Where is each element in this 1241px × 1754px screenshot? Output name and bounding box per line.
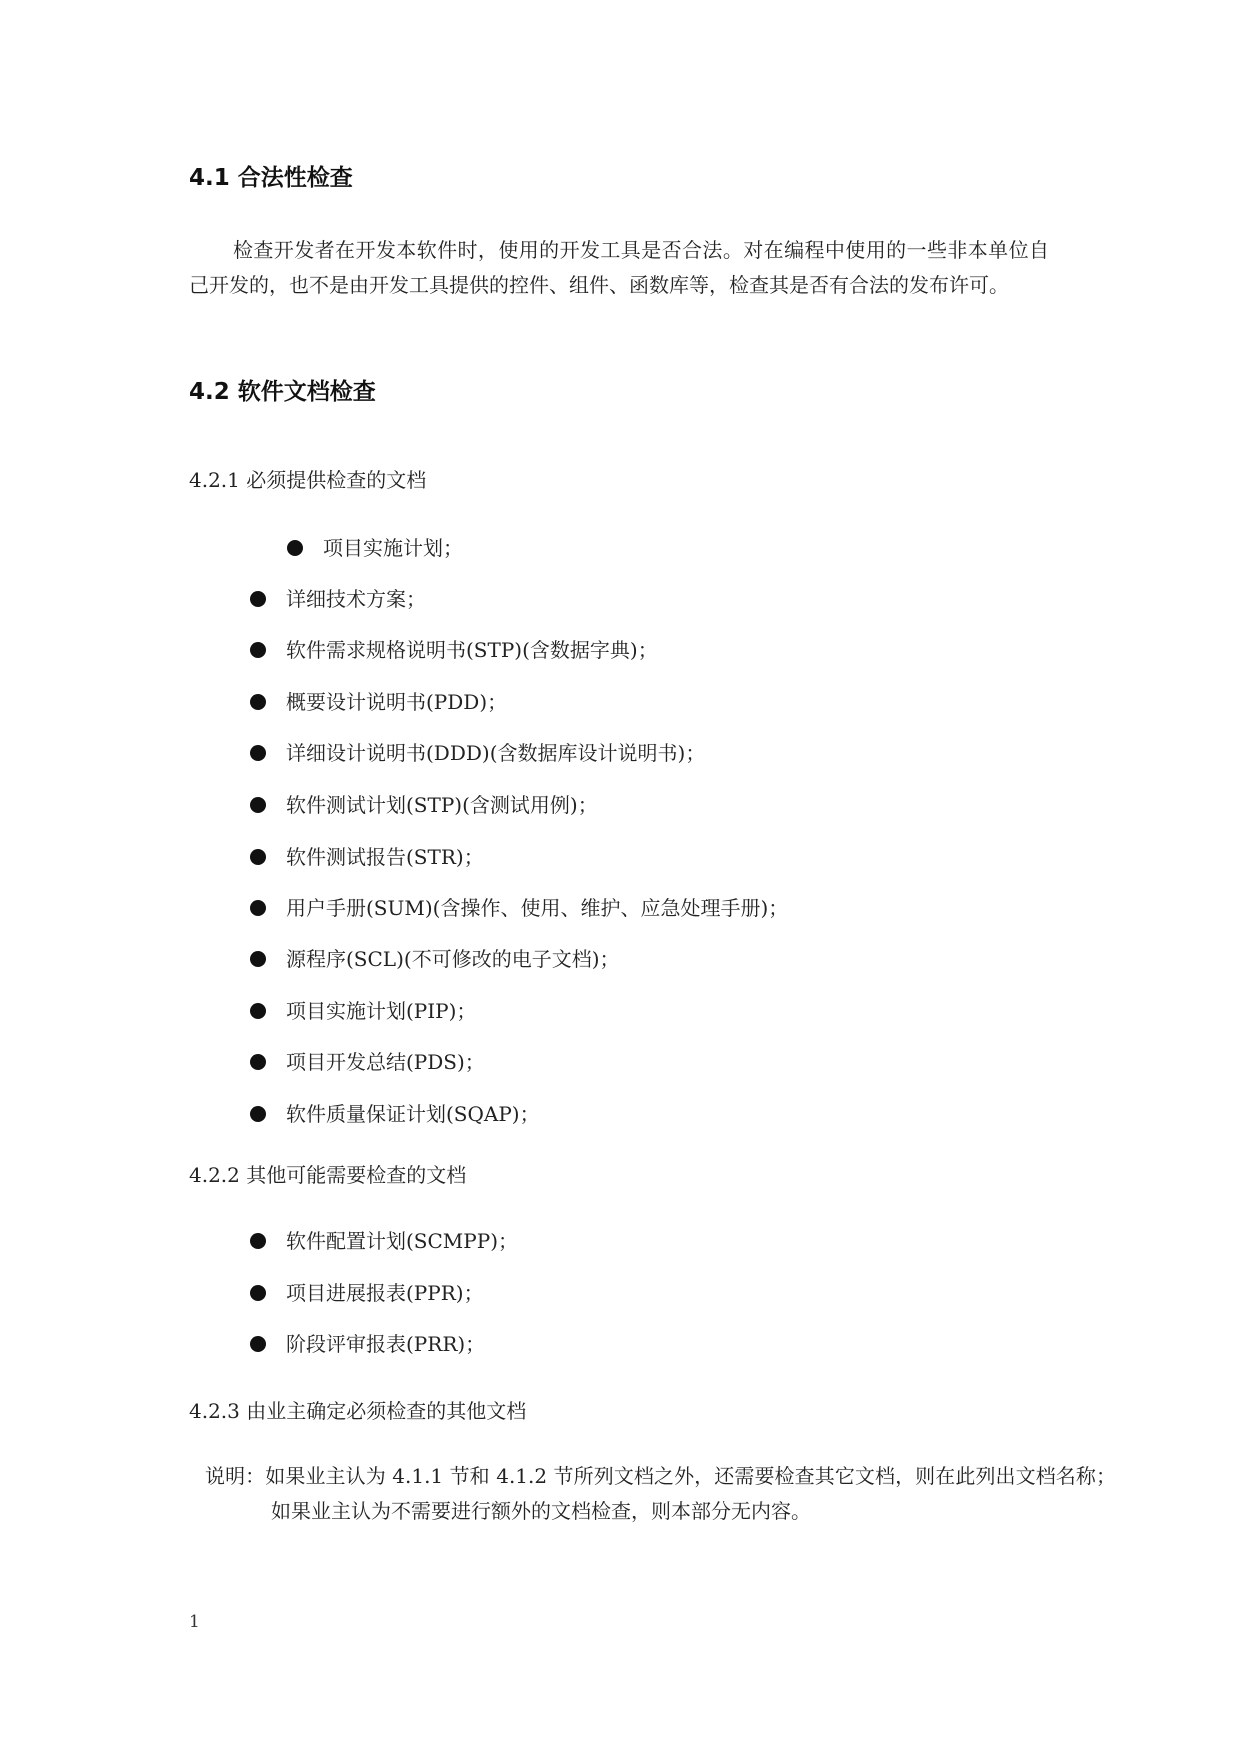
optional-doc-item (250, 1226, 518, 1256)
bullet-icon (250, 745, 266, 761)
required-doc-label: 详细技术方案； (286, 587, 426, 611)
required-doc-label: 软件需求规格说明书(STP)(含数据字典)； (286, 638, 658, 662)
required-doc-item (250, 842, 484, 872)
bullet-icon (250, 1003, 266, 1019)
bullet-icon (250, 642, 266, 658)
required-doc-label: 项目实施计划(PIP)； (286, 999, 477, 1023)
bullet-icon (250, 1233, 266, 1249)
bullet-icon (250, 694, 266, 710)
section-4-2-2-heading: 4.2.2 其他可能需要检查的文档 (189, 1163, 467, 1187)
bullet-icon (250, 1285, 266, 1301)
required-doc-label: 软件测试计划(STP)(含测试用例)； (286, 793, 598, 817)
bullet-icon (287, 540, 303, 556)
required-doc-item (250, 1099, 540, 1129)
required-doc-label: 详细设计说明书(DDD)(含数据库设计说明书)； (286, 741, 706, 765)
required-doc-label: 软件质量保证计划(SQAP)； (286, 1102, 540, 1126)
required-doc-label: 项目实施计划； (323, 536, 463, 560)
optional-doc-label: 项目进展报表(PPR)； (286, 1281, 484, 1305)
bullet-icon (250, 849, 266, 865)
optional-doc-label: 软件配置计划(SCMPP)； (286, 1229, 519, 1253)
optional-doc-label: 阶段评审报表(PRR)； (286, 1332, 486, 1356)
required-doc-item (250, 893, 788, 923)
section-4-2-1-heading: 4.2.1 必须提供检查的文档 (189, 468, 427, 492)
bullet-icon (250, 900, 266, 916)
required-doc-item (250, 944, 620, 974)
optional-doc-item (250, 1329, 485, 1359)
bullet-icon (250, 1054, 266, 1070)
section-4-1-heading: 4.1 合法性检查 (189, 165, 353, 191)
required-doc-label: 概要设计说明书(PDD)； (286, 690, 508, 714)
required-doc-item (250, 738, 705, 768)
required-doc-label: 源程序(SCL)(不可修改的电子文档)； (286, 947, 620, 971)
page-number: 1 (189, 1612, 200, 1632)
section-4-2-3-note: 说明：如果业主认为 4.1.1 节和 4.1.2 节所列文档之外，还需要检查其它文档，则在此列出文档名称；如果业主认为不需要进行额外的文档检查，则本部分无内容。 (205, 1464, 1116, 1523)
section-4-1-paragraph: 检查开发者在开发本软件时，使用的开发工具是否合法。对在编程中使用的一些非本单位自己开发的，也不是由开发工具提供的控件、组件、函数库等，检查其是否有合法的发布许可。 (189, 238, 1049, 297)
bullet-icon (250, 591, 266, 607)
required-doc-item (250, 635, 658, 665)
required-doc-item (250, 1047, 485, 1077)
required-doc-item (250, 584, 426, 614)
section-4-2-heading: 4.2 软件文档检查 (189, 379, 376, 405)
required-doc-label: 项目开发总结(PDS)； (286, 1050, 485, 1074)
optional-doc-item (250, 1278, 484, 1308)
required-doc-label: 软件测试报告(STR)； (286, 845, 484, 869)
required-doc-item (250, 687, 507, 717)
bullet-icon (250, 951, 266, 967)
bullet-icon (250, 1106, 266, 1122)
required-doc-item (250, 996, 476, 1026)
bullet-icon (250, 797, 266, 813)
required-doc-label: 用户手册(SUM)(含操作、使用、维护、应急处理手册)； (286, 896, 789, 920)
section-4-2-3-heading: 4.2.3 由业主确定必须检查的其他文档 (189, 1399, 527, 1423)
required-doc-item (250, 790, 598, 820)
required-doc-item (287, 533, 463, 563)
bullet-icon (250, 1336, 266, 1352)
